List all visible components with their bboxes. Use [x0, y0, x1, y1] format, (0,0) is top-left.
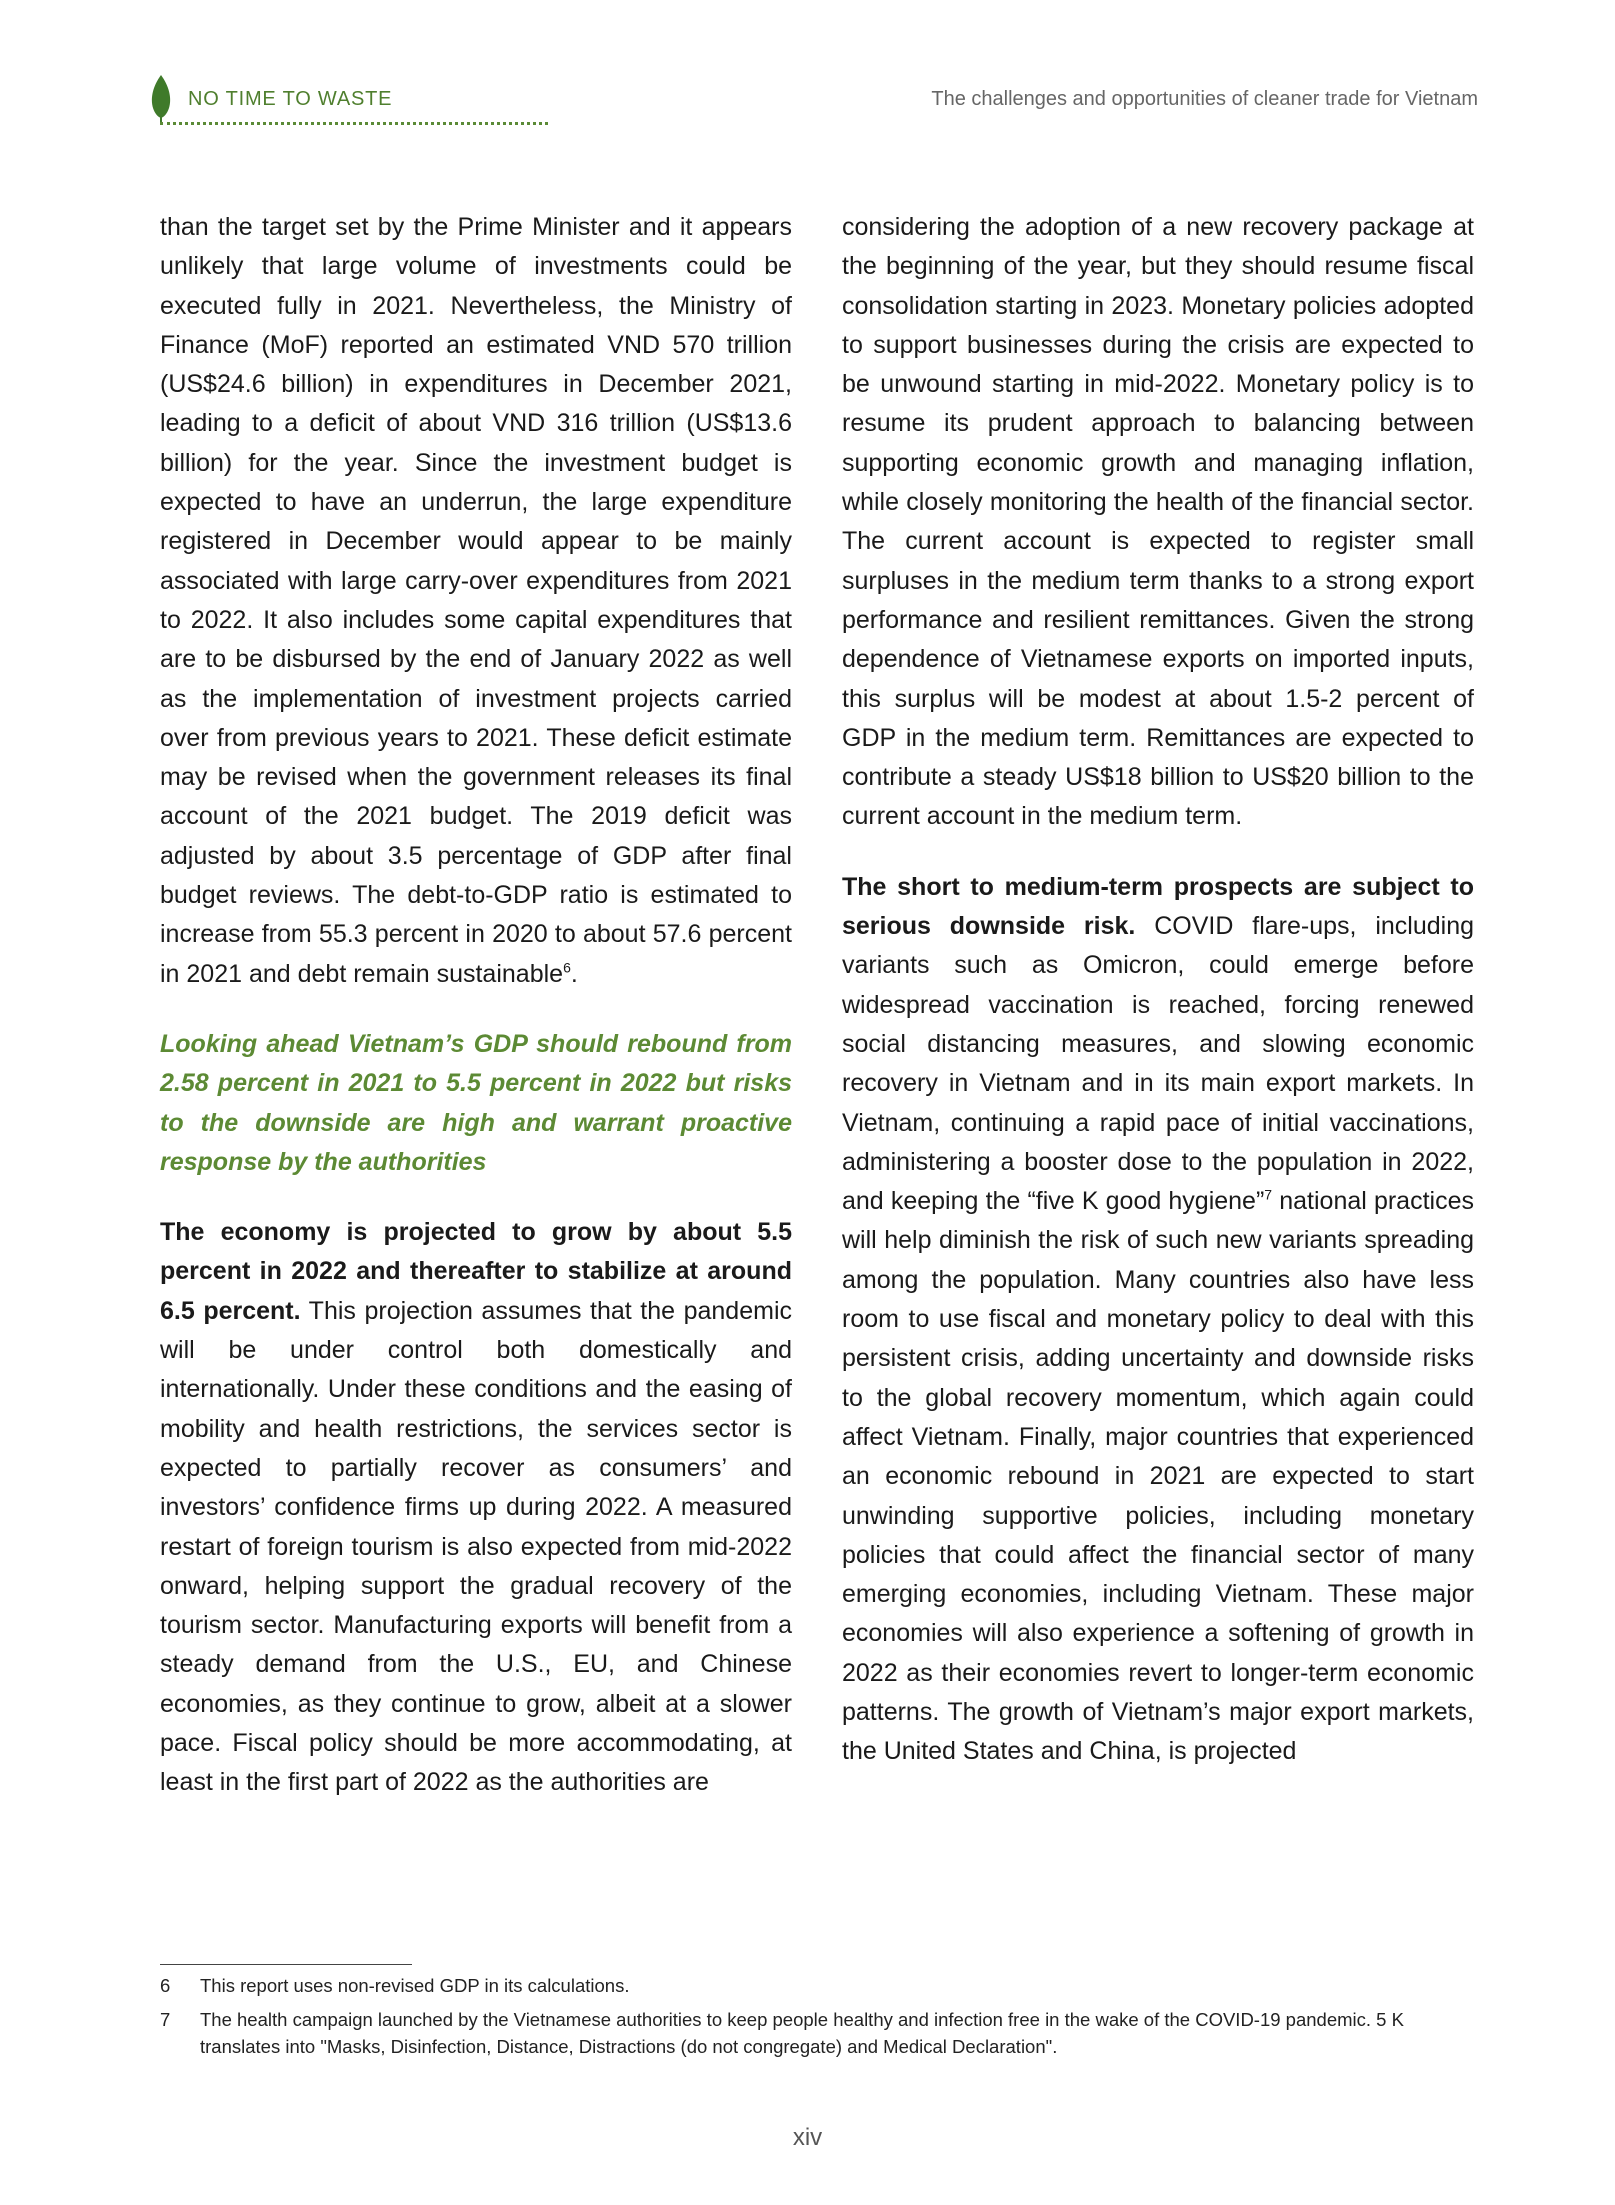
page-header	[150, 74, 1480, 128]
running-title: The challenges and opportunities of cleaner trade for Vietnam	[931, 88, 1478, 110]
brand-title: NO TIME TO WASTE	[188, 88, 393, 110]
body-paragraph	[160, 208, 792, 994]
paragraph-text: COVID flare-ups, including variants such as Omicron, could emerge before widespread vaccination is reached, forcing renewed social distancing measures, and slowing economic recovery in Vietnam and in its main export markets. In Vietnam, continuing a rapid pace of initial vaccinations, administering a booster dose to the population in 2022, and keeping the “five K good hygiene”	[842, 912, 1475, 1216]
paragraph-text: This projection assumes that the pandemic will be under control both domestically and internationally. Under these conditions and the easing of mobility and health restrictions, the services sector is expected to partially recover as consumers’ and investors’ confidence firms up during 2022. A measured restart of foreign tourism is also expected from mid-2022 onward, helping support the gradual recovery of the tourism sector. Manufacturing exports will benefit from a steady demand from the U.S., EU, and Chinese economies, as they continue to grow, albeit at a slower pace. Fiscal policy should be more accommodating, at least in the first part of 2022 as the authorities are	[160, 1296, 792, 1797]
footnote-text: This report uses non-revised GDP in its calculations.	[200, 1975, 630, 1996]
footnote	[160, 1972, 1480, 1999]
footnote-ref: 6	[563, 959, 571, 976]
body-paragraph	[160, 1213, 792, 1802]
left-column	[160, 208, 792, 1803]
footnote	[160, 2006, 1480, 2060]
right-column	[842, 208, 1474, 1772]
footnote-number: 7	[160, 2009, 171, 2030]
footnote-number: 6	[160, 1975, 171, 1996]
leaf-icon	[150, 74, 172, 122]
section-subheading: Looking ahead Vietnam’s GDP should rebound from 2.58 percent in 2021 to 5.5 percent in 2022 but risks to the downside are high and warrant proactive response by the authorities	[160, 1029, 792, 1176]
paragraph-lead: The economy is projected to grow by about 5.5 percent in 2022 and thereafter to stabilize at around 6.5 percent.	[160, 1218, 792, 1325]
footnote-ref: 7	[1264, 1186, 1273, 1203]
brand-dotted-rule	[160, 122, 548, 125]
paragraph-text: than the target set by the Prime Minister and it appears unlikely that large volume of investments could be executed fully in 2021. Nevertheless, the Ministry of Finance (MoF) reported an estimated VND 570 trillion (US$24.6 billion) in expenditures in December 2021, leading to a deficit of about VND 316 trillion (US$13.6 billion) for the year. Since the investment budget is expected to have an underrun, the large expenditure registered in December would appear to be mainly associated with large carry-over expenditures from 2021 to 2022. It also includes some capital expenditures that are to be disbursed by the end of January 2022 as well as the implementation of investment projects carried over from previous years to 2021. These deficit estimate may be revised when the government releases its final account of the 2021 budget. The 2019 deficit was adjusted by about 3.5 percentage of GDP after final budget reviews. The debt-to-GDP ratio is estimated to increase from 55.3 percent in 2020 to about 57.6 percent in 2021 and debt remain sustainable	[160, 213, 792, 988]
body-paragraph: considering the adoption of a new recovery package at the beginning of the year, but they should resume fiscal consolidation starting in 2023. Monetary policies adopted to support businesses during the crisis are expected to be unwound starting in mid-2022. Monetary policy is to resume its prudent approach to balancing between supporting economic growth and managing inflation, while closely monitoring the health of the financial sector. The current account is expected to register small surpluses in the medium term thanks to a strong export performance and resilient remittances. Given the strong dependence of Vietnamese exports on imported inputs, this surplus will be modest at about 1.5-2 percent of GDP in the medium term. Remittances are expected to contribute a steady US$18 billion to US$20 billion to the current account in the medium term.	[842, 213, 1474, 831]
paragraph-text: .	[570, 959, 578, 988]
body-paragraph	[842, 868, 1474, 1772]
paragraph-text: national practices will help diminish the risk of such new variants spreading among the population. Many countries also have less room to use fiscal and monetary policy to deal with this persistent crisis, adding uncertainty and downside risks to the global recovery momentum, which again could affect Vietnam. Finally, major countries that experienced an economic rebound in 2021 are expected to start unwinding supportive policies, including monetary policies that could affect the financial sector of many emerging economies, including Vietnam. These major economies will also experience a softening of growth in 2022 as their economies revert to longer-term economic patterns. The growth of Vietnam’s major export markets, the United States and China, is projected	[842, 1187, 1474, 1766]
page-number: xiv	[792, 2124, 823, 2151]
footnote-separator	[160, 1964, 412, 1965]
footnote-text: The health campaign launched by the Vietnamese authorities to keep people healthy and infection free in the wake of the COVID-19 pandemic. 5 K translates into "Masks, Disinfection, Distance, Distractions (do not congregate) and Medical Declaration".	[200, 2009, 1404, 2057]
paragraph-lead: The short to medium-term prospects are subject to serious downside risk.	[842, 872, 1474, 941]
